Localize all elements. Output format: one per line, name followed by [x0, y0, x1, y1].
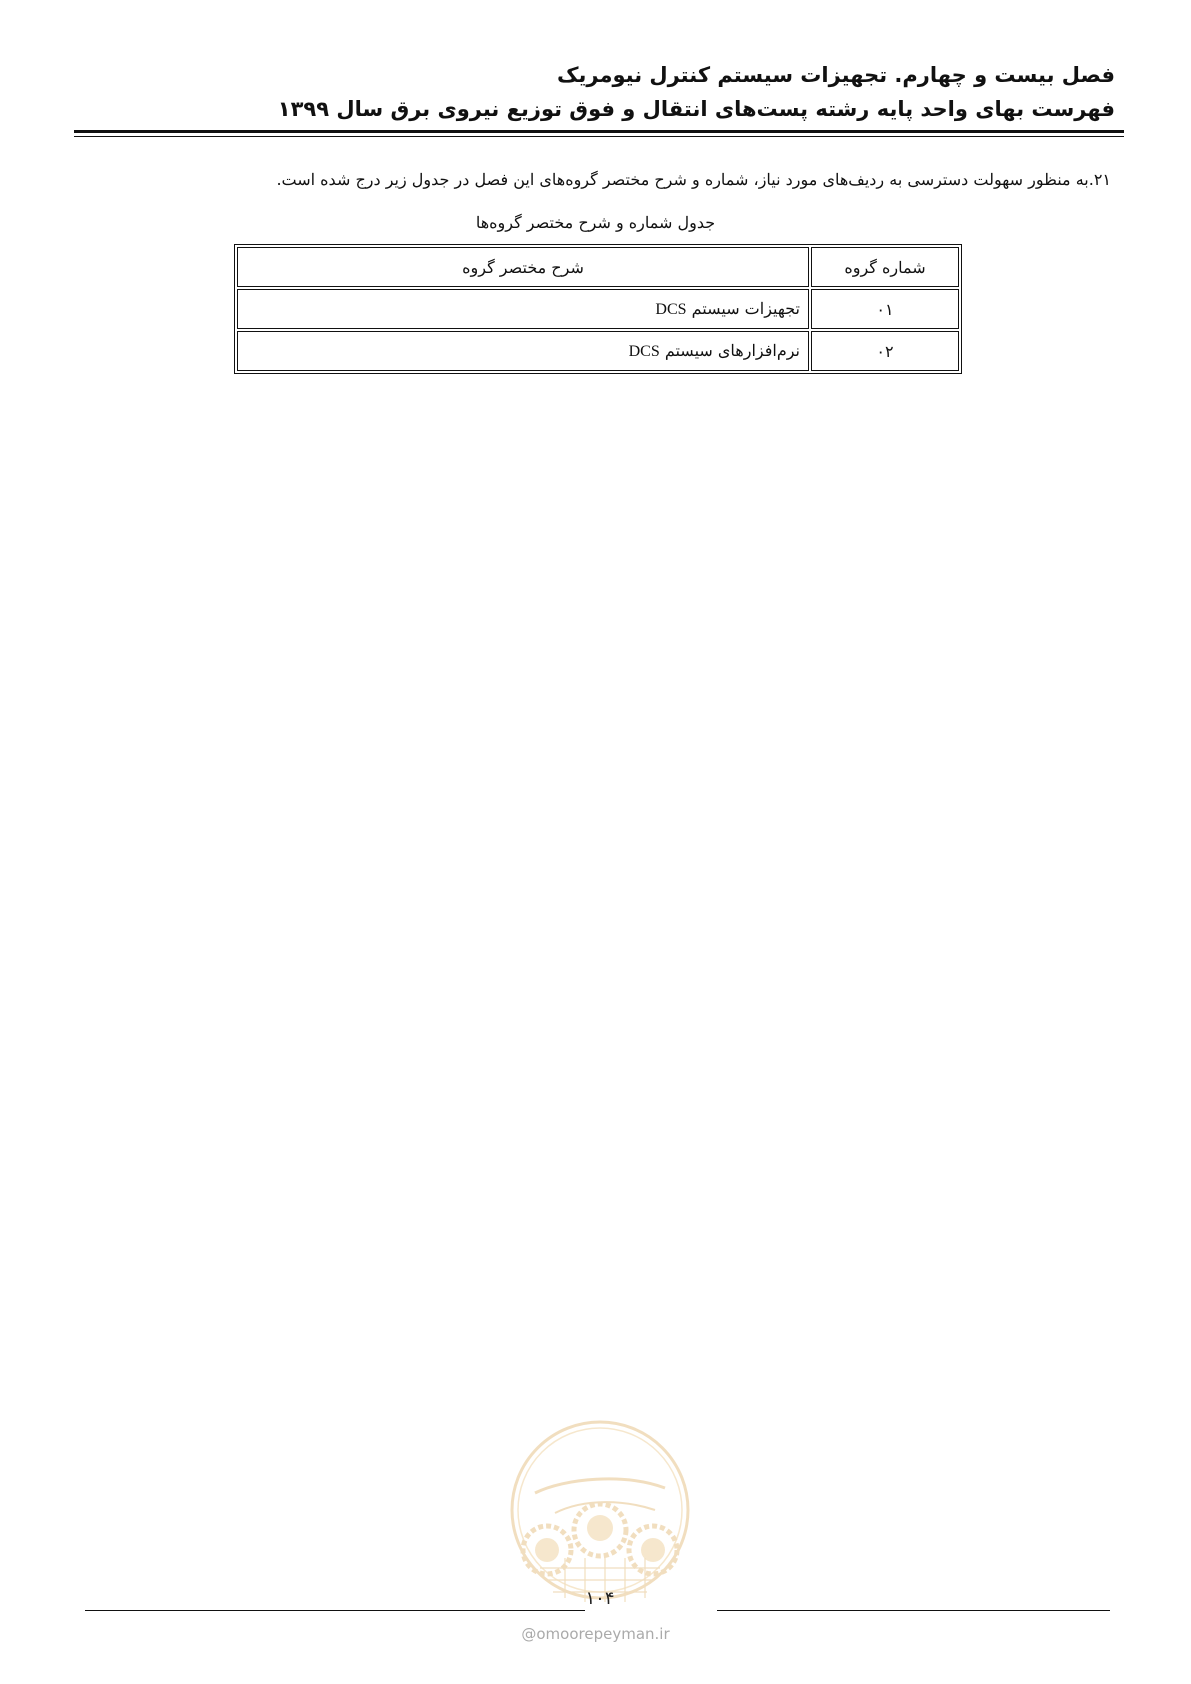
- page-header: [75, 58, 1115, 126]
- document-title: فهرست بهای واحد پایه رشته پست‌های انتقال و فوق توزیع نیروی برق سال ۱۳۹۹: [277, 97, 1115, 121]
- group-description-fa: نرم‌افزارهای سیستم: [664, 341, 800, 360]
- intro-paragraph: ۲۱.به منظور سهولت دسترسی به ردیف‌های مورد نیاز، شماره و شرح مختصر گروه‌های این فصل در جدول زیر درج شده است.: [276, 170, 1111, 189]
- watermark-logo-icon: [505, 1418, 695, 1613]
- group-number: ۰۱: [811, 289, 959, 329]
- header-rule-thin: [74, 136, 1124, 137]
- group-description-en: DCS: [628, 343, 660, 360]
- table-header-row: [237, 247, 959, 287]
- group-description: [237, 331, 809, 371]
- footer-rule: [85, 1610, 585, 1611]
- group-description-fa: تجهیزات سیستم: [691, 299, 800, 318]
- table-caption: جدول شماره و شرح مختصر گروه‌ها: [475, 213, 716, 232]
- group-number: ۰۲: [811, 331, 959, 371]
- footer-rule: [717, 1610, 1110, 1611]
- watermark-url: @omoorepeyman.ir: [521, 1625, 670, 1643]
- table-row: [237, 289, 959, 329]
- header-group-number: شماره گروه: [811, 247, 959, 287]
- header-rule-thick: [74, 130, 1124, 133]
- table-row: [237, 331, 959, 371]
- header-group-description: شرح مختصر گروه: [237, 247, 809, 287]
- group-description-en: DCS: [655, 301, 687, 318]
- page-number: ۱۰۴: [585, 1588, 615, 1609]
- group-description: [237, 289, 809, 329]
- chapter-title: فصل بیست و چهارم. تجهیزات سیستم کنترل نیومریک: [557, 63, 1115, 87]
- groups-table: [234, 244, 962, 374]
